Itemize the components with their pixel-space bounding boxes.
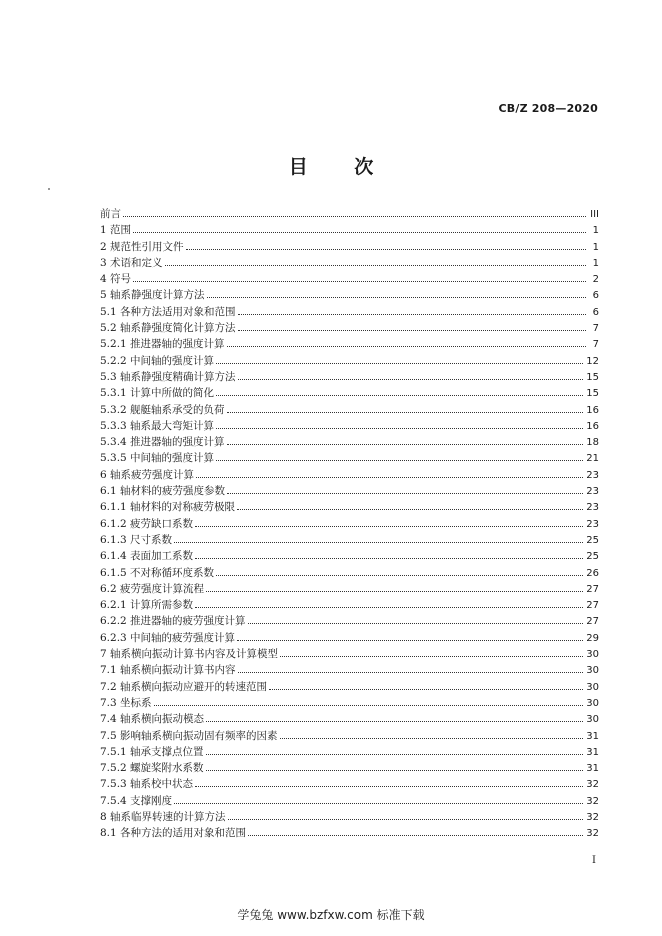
toc-entry-page: 1 [592,241,599,253]
dot-leader [227,346,586,347]
toc-entry-label: 6.2.3 中间轴的疲劳强度计算 [100,631,236,644]
toc-entry-page: 16 [586,404,599,416]
toc-entry[interactable] [100,793,599,809]
toc-entry-page: 30 [586,681,599,693]
dot-leader [206,770,584,771]
toc-entry-label: 7.5 影响轴系横向振动固有频率的因素 [100,729,278,742]
toc-entry-label: 1 范围 [100,224,132,237]
scan-speck [48,188,50,190]
dot-leader [216,460,583,461]
dot-leader [238,314,586,315]
toc-entry[interactable] [100,206,599,222]
toc-entry[interactable] [100,239,599,255]
toc-entry-page: 27 [586,616,599,628]
toc-entry-page: 18 [586,437,599,449]
toc-entry[interactable] [100,304,599,320]
toc-entry[interactable] [100,744,599,760]
toc-entry-page: 30 [586,697,599,709]
toc-entry-page: 31 [586,763,599,775]
toc-entry-page: 30 [586,714,599,726]
toc-entry-label: 7.3 坐标系 [100,696,152,709]
toc-entry-page: 27 [586,583,599,595]
toc-entry-page: 1 [592,225,599,237]
toc-entry[interactable] [100,613,599,629]
toc-entry[interactable] [100,499,599,515]
toc-entry-label: 7.1 轴系横向振动计算书内容 [100,664,236,677]
toc-entry[interactable] [100,222,599,238]
toc-entry-page: 23 [586,502,599,514]
toc-entry-page: 23 [586,518,599,530]
page-title: 目 次 [288,156,394,178]
dot-leader [154,705,584,706]
toc-entry[interactable] [100,418,599,434]
toc-entry-label: 前言 [100,208,121,220]
dot-leader [237,509,583,510]
toc-entry-page: 32 [586,779,599,791]
toc-entry[interactable] [100,255,599,271]
toc-entry-page: 6 [592,290,599,302]
toc-entry-page: 25 [586,534,599,546]
toc-entry-label: 5.3.4 推进器轴的强度计算 [100,436,225,449]
toc-entry-page: 32 [586,795,599,807]
toc-entry[interactable] [100,320,599,336]
dot-leader [269,689,583,690]
toc-entry-label: 2 规范性引用文件 [100,240,184,253]
toc-entry-page: 30 [586,665,599,677]
dot-leader [174,542,583,543]
dot-leader [196,477,583,478]
toc-entry-page: 1 [592,257,599,269]
toc-entry[interactable] [100,369,599,385]
dot-leader [227,444,584,445]
dot-leader [216,428,583,429]
dot-leader [174,803,583,804]
toc-entry-page: 7 [592,323,599,335]
dot-leader [195,786,583,787]
toc-entry-label: 5.3.3 轴系最大弯矩计算 [100,419,215,432]
toc-entry-page: 32 [586,811,599,823]
dot-leader [206,721,583,722]
toc-entry-page: 15 [586,388,599,400]
toc-entry-label: 8 轴系临界转速的计算方法 [100,810,226,823]
toc-entry[interactable] [100,662,599,678]
toc-entry-page: 6 [592,306,599,318]
toc-entry-page: III [590,209,599,220]
toc-entry-page: 2 [592,274,599,286]
toc-entry[interactable] [100,434,599,450]
dot-leader [248,835,583,836]
dot-leader [133,232,586,233]
toc-entry-label: 6 轴系疲劳强度计算 [100,468,195,481]
toc-entry-page: 26 [586,567,599,579]
toc-entry[interactable] [100,353,599,369]
dot-leader [280,738,584,739]
dot-leader [238,379,584,380]
toc-entry[interactable] [100,271,599,287]
toc-entry-label: 7.5.2 螺旋桨附水系数 [100,762,204,775]
toc-entry[interactable] [100,402,599,418]
toc-entry[interactable] [100,711,599,727]
dot-leader [195,526,583,527]
toc-entry-label: 6.1.4 表面加工系数 [100,550,194,563]
toc-entry-label: 5.1 各种方法适用对象和范围 [100,305,236,318]
toc-entry-label: 5.3.1 计算中所做的简化 [100,387,215,400]
dot-leader [228,819,584,820]
document-code: CB/Z 208—2020 [498,102,598,115]
toc-entry-label: 7.5.4 支撑刚度 [100,794,173,807]
toc-entry-label: 6.1.1 轴材料的对称疲劳极限 [100,501,236,514]
dot-leader [227,493,583,494]
toc-entry[interactable] [100,336,599,352]
toc-entry[interactable] [100,483,599,499]
toc-entry-label: 7.2 轴系横向振动应避开的转速范围 [100,680,268,693]
dot-leader [248,623,584,624]
toc-entry[interactable] [100,825,599,841]
toc-entry[interactable] [100,516,599,532]
dot-leader [206,591,583,592]
toc-entry-page: 27 [586,600,599,612]
toc-entry-label: 5.3.2 舰艇轴系承受的负荷 [100,403,225,416]
toc-entry-label: 7.5.3 轴系校中状态 [100,778,194,791]
toc-entry-label: 8.1 各种方法的适用对象和范围 [100,827,247,840]
dot-leader [133,281,586,282]
toc-entry-page: 32 [586,828,599,840]
dot-leader [206,754,584,755]
dot-leader [195,558,583,559]
toc-entry-label: 5.2 轴系静强度简化计算方法 [100,322,236,335]
toc-entry[interactable] [100,809,599,825]
toc-entry[interactable] [100,532,599,548]
toc-entry-page: 7 [592,339,599,351]
toc-entry-label: 6.1.2 疲劳缺口系数 [100,517,194,530]
toc-entry[interactable] [100,385,599,401]
toc-entry[interactable] [100,646,599,662]
toc-entry[interactable] [100,776,599,792]
toc-entry[interactable] [100,597,599,613]
table-of-contents [100,206,599,842]
dot-leader [195,607,583,608]
toc-entry-label: 7.4 轴系横向振动模态 [100,713,205,726]
toc-entry-page: 16 [586,420,599,432]
toc-entry-label: 6.2.2 推进器轴的疲劳强度计算 [100,615,246,628]
toc-entry[interactable] [100,630,599,646]
toc-entry-label: 3 术语和定义 [100,256,163,269]
toc-entry-page: 29 [586,632,599,644]
dot-leader [216,363,583,364]
dot-leader [238,330,586,331]
toc-entry-label: 6.2.1 计算所需参数 [100,599,194,612]
toc-entry[interactable] [100,760,599,776]
dot-leader [227,412,584,413]
toc-entry[interactable] [100,287,599,303]
toc-entry[interactable] [100,565,599,581]
dot-leader [186,249,586,250]
toc-entry-page: 23 [586,486,599,498]
dot-leader [238,672,584,673]
toc-entry-page: 31 [586,730,599,742]
toc-entry-label: 7.5.1 轴承支撑点位置 [100,745,204,758]
toc-entry-page: 30 [586,649,599,661]
toc-entry-label: 5.3.5 中间轴的强度计算 [100,452,215,465]
toc-entry-page: 21 [586,453,599,465]
dot-leader [207,297,586,298]
toc-entry[interactable] [100,467,599,483]
watermark-text: 学兔兔 www.bzfxw.com 标准下载 [237,908,425,922]
toc-entry[interactable] [100,679,599,695]
toc-entry[interactable] [100,728,599,744]
dot-leader [280,656,583,657]
toc-entry[interactable] [100,581,599,597]
toc-entry-label: 4 符号 [100,273,132,286]
dot-leader [216,395,583,396]
toc-entry-label: 6.1 轴材料的疲劳强度参数 [100,485,226,498]
dot-leader [216,575,583,576]
toc-entry-label: 5.2.1 推进器轴的强度计算 [100,338,225,351]
toc-entry-label: 6.1.5 不对称循环度系数 [100,566,215,579]
toc-entry-page: 31 [586,746,599,758]
toc-entry-label: 7 轴系横向振动计算书内容及计算模型 [100,648,279,661]
dot-leader [123,216,586,217]
toc-entry-label: 5.3 轴系静强度精确计算方法 [100,370,236,383]
toc-entry[interactable] [100,548,599,564]
toc-entry[interactable] [100,450,599,466]
page-number: I [592,855,596,866]
toc-entry-label: 6.2 疲劳强度计算流程 [100,582,205,595]
toc-entry-page: 12 [586,355,599,367]
toc-entry-page: 25 [586,551,599,563]
toc-entry-label: 6.1.3 尺寸系数 [100,533,173,546]
dot-leader [237,640,583,641]
toc-entry-page: 15 [586,371,599,383]
dot-leader [165,265,586,266]
toc-entry[interactable] [100,695,599,711]
toc-entry-label: 5 轴系静强度计算方法 [100,289,205,302]
toc-entry-page: 23 [586,469,599,481]
toc-entry-label: 5.2.2 中间轴的强度计算 [100,354,215,367]
